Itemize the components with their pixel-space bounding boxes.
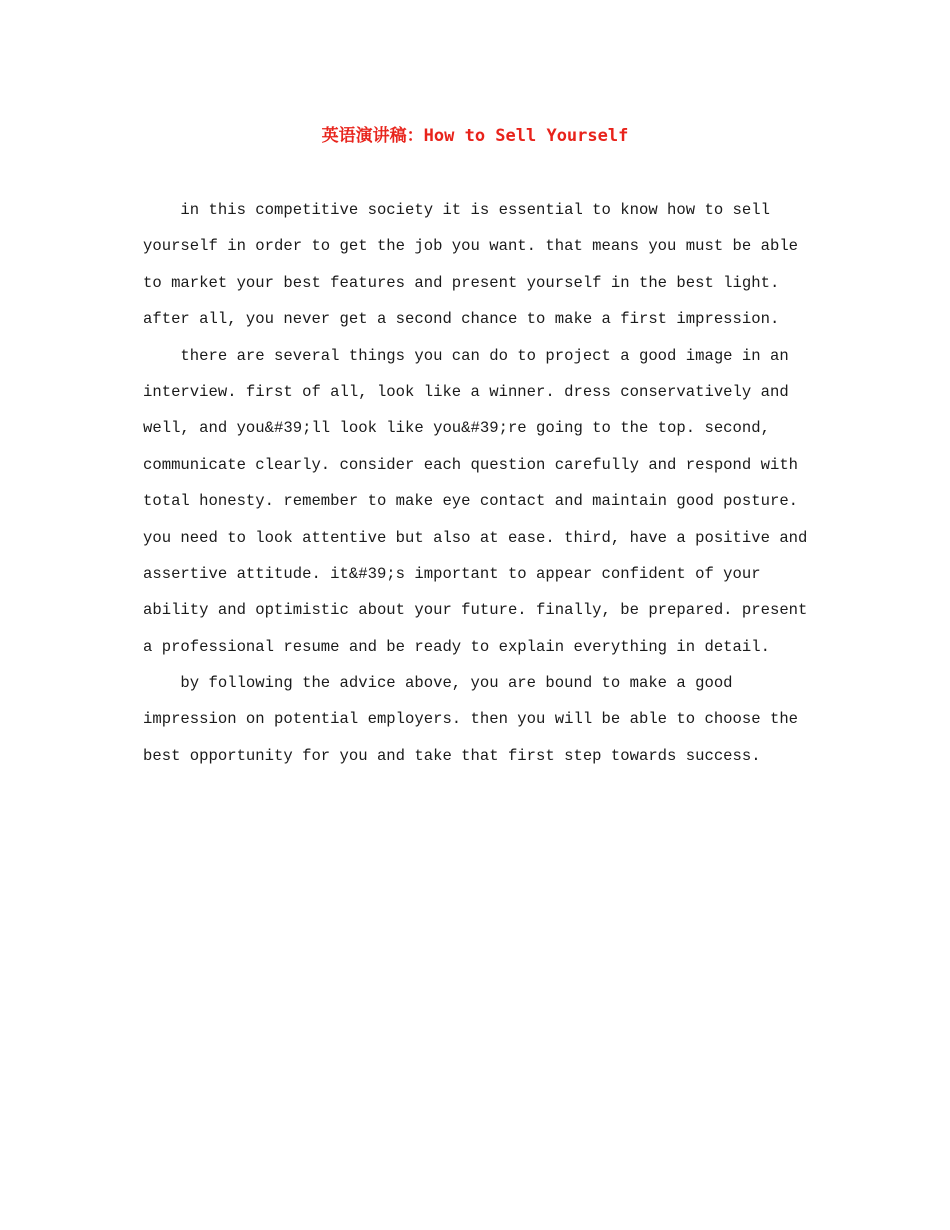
text-line: there are several things you can do to project a good image in an [143,346,789,365]
text-line: you need to look attentive but also at ease. third, have a positive and [143,528,808,547]
document-title: 英语演讲稿：How to Sell Yourself [321,126,629,146]
text-line: assertive attitude. it&#39;s important to appear confident of your [143,564,761,583]
text-line: ability and optimistic about your future. finally, be prepared. present [143,601,808,620]
text-line: interview. first of all, look like a winner. dress conservatively and [143,382,789,401]
text-line: a professional resume and be ready to explain everything in detail. [143,637,770,656]
text-line: yourself in order to get the job you want. that means you must be able [143,237,799,256]
text-line: in this competitive society it is essential to know how to sell [143,201,770,219]
text-line: to market your best features and present yourself in the best light. [143,273,780,292]
document-body [143,192,813,774]
text-line: by following the advice above, you are bound to make a good [143,674,733,693]
text-line: best opportunity for you and take that first step towards success. [143,746,761,765]
text-line: well, and you&#39;ll look like you&#39;re going to the top. second, [143,419,770,438]
text-line: total honesty. remember to make eye contact and maintain good posture. [143,492,799,511]
text-line: impression on potential employers. then you will be able to choose the [143,710,799,729]
text-line: communicate clearly. consider each question carefully and respond with [143,455,799,474]
text-line: after all, you never get a second chance to make a first impression. [143,310,780,329]
